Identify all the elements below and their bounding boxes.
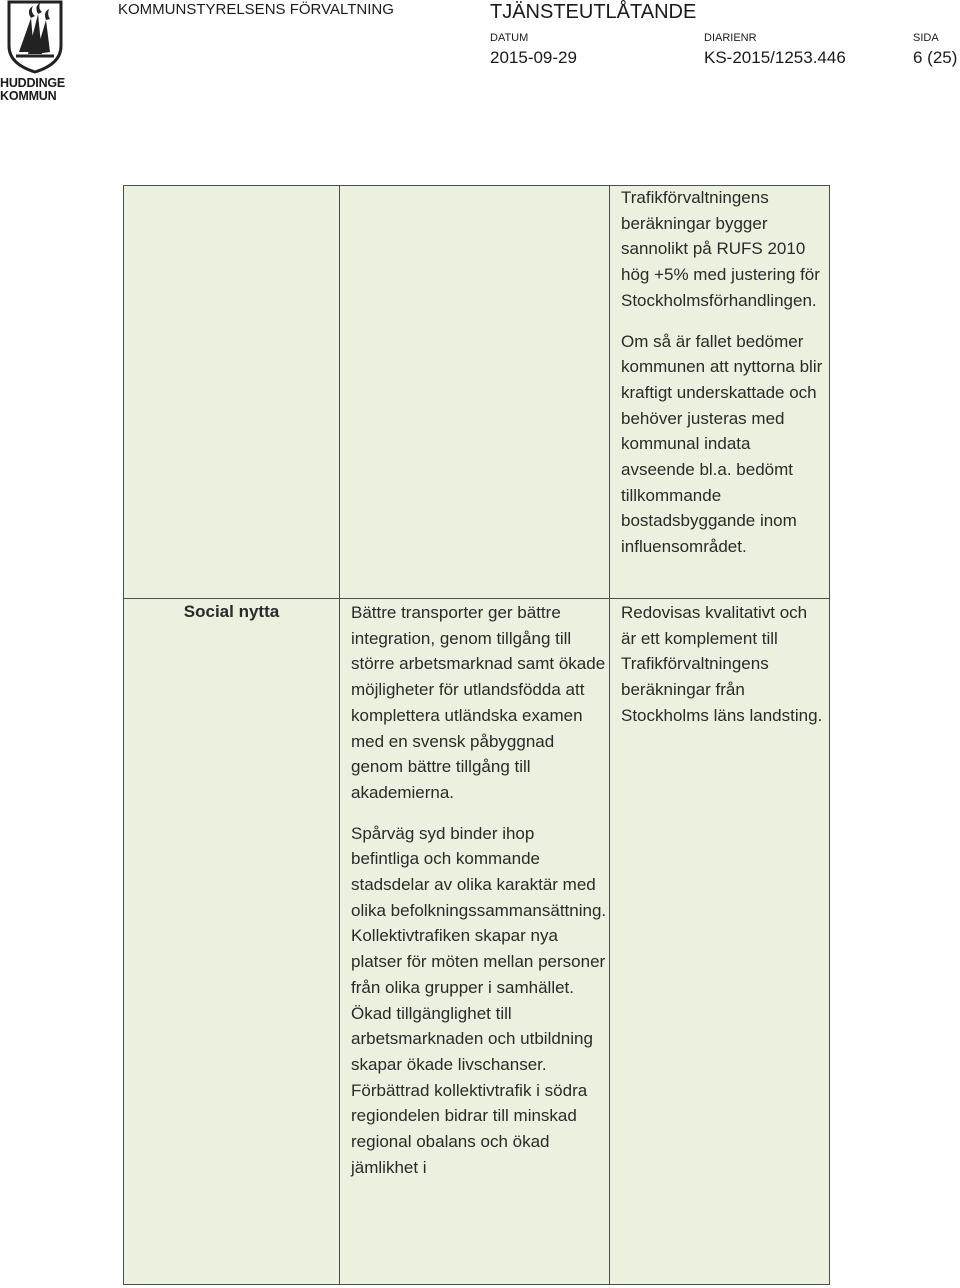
logo-text-line2: KOMMUN	[0, 89, 57, 103]
integration-text: Bättre transporter ger bättre integration, genom tillgång till större arbetsmarknad samt ökade möjligheter för utlandsfödda att komplettera utländska examen med en svensk påbyggnad genom bättre tillgång till akademierna.	[351, 603, 606, 802]
table-cell	[610, 599, 830, 1285]
table-row	[124, 186, 830, 599]
tramway-south-text: Spårväg syd binder ihop befintliga och kommande stadsdelar av olika karaktär med olika befolkningssammansättning. Kollektivtrafiken skapar nya platser för möten mellan personer från olika grupper i samhället. Ökad tillgänglighet till arbetsmarknaden och utbildning skapar ökade livschanser. Förbättrad kollektivtrafik i södra regiondelen bidrar till minskad regional obalans och ökad jämlikhet i	[351, 823, 607, 1177]
underestimation-text: Om så är fallet bedömer kommunen att nyttorna blir kraftigt underskattade och behöver justeras med kommunal indata avseende bl.a. bedömt tillkommande bostadsbyggande inom influensområdet.	[621, 331, 823, 557]
huddinge-logo	[0, 0, 70, 106]
page-number: 6 (25)	[913, 48, 958, 67]
qualitative-report-text: Redovisas kvalitativt och är ett komplement till Trafikförvaltningens beräkningar från Stockholms läns landsting.	[621, 603, 823, 725]
assessment-table	[123, 185, 830, 1285]
table-row	[124, 599, 830, 1285]
page-label: SIDA	[913, 32, 939, 44]
table-cell	[340, 186, 610, 599]
traffic-calculation-text: Trafikförvaltningens beräkningar bygger sannolikt på RUFS 2010 hög +5% med justering för Stockholmsförhandlingen.	[621, 188, 820, 310]
logo-text-line1: HUDDINGE	[0, 76, 66, 90]
coat-of-arms-icon	[6, 0, 64, 74]
table-cell	[340, 599, 610, 1285]
document-type: TJÄNSTEUTLÅTANDE	[490, 1, 697, 23]
row-heading-social-benefit: Social nytta	[124, 599, 340, 1285]
table-cell	[610, 186, 830, 599]
registration-number-label: DIARIENR	[704, 32, 757, 44]
organization-name: KOMMUNSTYRELSENS FÖRVALTNING	[118, 1, 394, 18]
table-cell	[124, 186, 340, 599]
registration-number-value: KS-2015/1253.446	[704, 48, 846, 67]
date-label: DATUM	[490, 32, 529, 44]
date-value: 2015-09-29	[490, 48, 577, 67]
